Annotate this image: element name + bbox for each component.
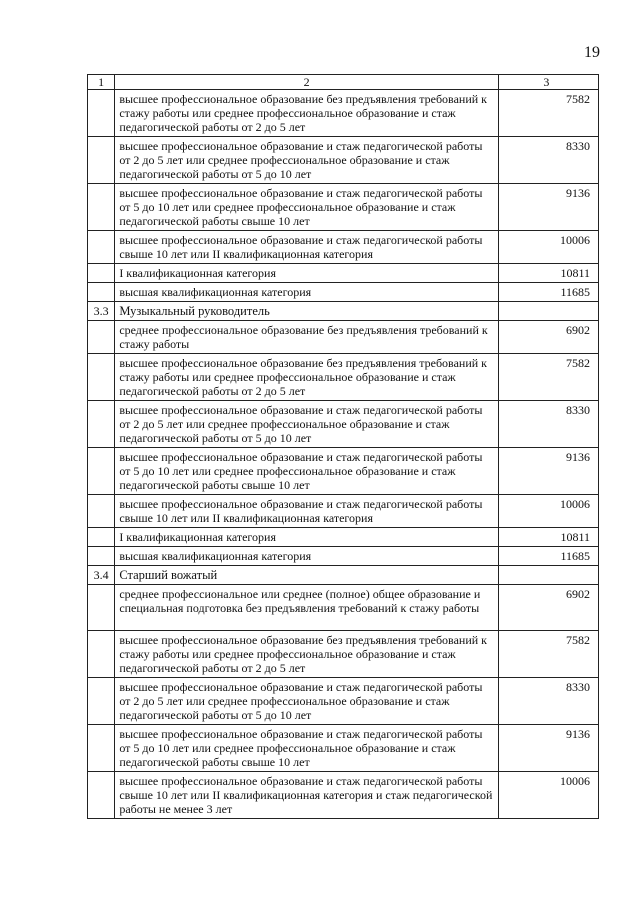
section-row (88, 566, 599, 585)
row-number (88, 401, 115, 448)
row-salary-value: 10811 (498, 528, 598, 547)
row-number (88, 547, 115, 566)
row-number (88, 184, 115, 231)
row-description: I квалификационная категория (115, 264, 499, 283)
row-salary-value (498, 566, 598, 585)
header-col-3: 3 (498, 75, 598, 90)
row-description: высшая квалификационная категория (115, 547, 499, 566)
table-row (88, 283, 599, 302)
table-row (88, 585, 599, 631)
table-row (88, 184, 599, 231)
row-number (88, 283, 115, 302)
row-description: высшее профессиональное образование без предъявления требований к стажу работы или среднее профессиональное образование и стаж педагогической работы от 2 до 5 лет (115, 90, 499, 137)
row-salary-value: 11685 (498, 283, 598, 302)
row-description: среднее профессиональное или среднее (полное) общее образование и специальная подготовка без предъявления требований к стажу работы (115, 585, 499, 631)
row-salary-value: 11685 (498, 547, 598, 566)
table-row (88, 631, 599, 678)
table-row (88, 137, 599, 184)
table-row (88, 448, 599, 495)
row-description: высшее профессиональное образование и стаж педагогической работы от 5 до 10 лет или среднее профессиональное образование и стаж педагогической работы свыше 10 лет (115, 725, 499, 772)
row-salary-value: 7582 (498, 354, 598, 401)
row-number (88, 528, 115, 547)
row-salary-value: 8330 (498, 401, 598, 448)
salary-table (87, 74, 599, 819)
row-salary-value: 9136 (498, 448, 598, 495)
row-number (88, 137, 115, 184)
page-number: 19 (584, 44, 600, 61)
row-description: высшее профессиональное образование и стаж педагогической работы свыше 10 лет или II квалификационная категория (115, 231, 499, 264)
row-salary-value: 10006 (498, 495, 598, 528)
row-number (88, 321, 115, 354)
row-description: высшее профессиональное образование и стаж педагогической работы свыше 10 лет или II квалификационная категория и стаж педагогической работы не менее 3 лет (115, 772, 499, 819)
row-number (88, 495, 115, 528)
row-salary-value: 6902 (498, 321, 598, 354)
row-number (88, 725, 115, 772)
row-salary-value: 7582 (498, 90, 598, 137)
row-description: высшая квалификационная категория (115, 283, 499, 302)
row-salary-value: 8330 (498, 678, 598, 725)
row-number: 3.3 (88, 302, 115, 321)
section-row (88, 302, 599, 321)
row-salary-value (498, 302, 598, 321)
row-number (88, 585, 115, 631)
table-row (88, 528, 599, 547)
row-salary-value: 10811 (498, 264, 598, 283)
table-row (88, 401, 599, 448)
table-row (88, 90, 599, 137)
row-description: высшее профессиональное образование без предъявления требований к стажу работы или среднее профессиональное образование и стаж педагогической работы от 2 до 5 лет (115, 631, 499, 678)
row-description: Музыкальный руководитель (115, 302, 499, 321)
row-salary-value: 9136 (498, 725, 598, 772)
row-number: 3.4 (88, 566, 115, 585)
row-salary-value: 9136 (498, 184, 598, 231)
row-number (88, 448, 115, 495)
row-salary-value: 10006 (498, 231, 598, 264)
row-number (88, 772, 115, 819)
row-salary-value: 7582 (498, 631, 598, 678)
row-description: высшее профессиональное образование без предъявления требований к стажу работы или среднее профессиональное образование и стаж педагогической работы от 2 до 5 лет (115, 354, 499, 401)
row-number (88, 354, 115, 401)
table-row (88, 725, 599, 772)
row-description: Старший вожатый (115, 566, 499, 585)
row-salary-value: 6902 (498, 585, 598, 631)
row-number (88, 231, 115, 264)
table-row (88, 678, 599, 725)
row-description: высшее профессиональное образование и стаж педагогической работы свыше 10 лет или II квалификационная категория (115, 495, 499, 528)
row-description: высшее профессиональное образование и стаж педагогической работы от 5 до 10 лет или среднее профессиональное образование и стаж педагогической работы свыше 10 лет (115, 184, 499, 231)
header-col-2: 2 (115, 75, 499, 90)
row-description: высшее профессиональное образование и стаж педагогической работы от 2 до 5 лет или среднее профессиональное образование и стаж педагогической работы от 5 до 10 лет (115, 137, 499, 184)
row-salary-value: 10006 (498, 772, 598, 819)
table-row (88, 231, 599, 264)
table-header-row (88, 75, 599, 90)
row-description: I квалификационная категория (115, 528, 499, 547)
row-description: высшее профессиональное образование и стаж педагогической работы от 2 до 5 лет или среднее профессиональное образование и стаж педагогической работы от 5 до 10 лет (115, 678, 499, 725)
table-row (88, 321, 599, 354)
row-description: высшее профессиональное образование и стаж педагогической работы от 2 до 5 лет или среднее профессиональное образование и стаж педагогической работы от 5 до 10 лет (115, 401, 499, 448)
header-col-1: 1 (88, 75, 115, 90)
table-row (88, 354, 599, 401)
row-description: среднее профессиональное образование без предъявления требований к стажу работы (115, 321, 499, 354)
row-number (88, 631, 115, 678)
table-row (88, 264, 599, 283)
row-number (88, 264, 115, 283)
table-row (88, 772, 599, 819)
table-row (88, 547, 599, 566)
row-description: высшее профессиональное образование и стаж педагогической работы от 5 до 10 лет или среднее профессиональное образование и стаж педагогической работы свыше 10 лет (115, 448, 499, 495)
table-row (88, 495, 599, 528)
row-number (88, 678, 115, 725)
row-salary-value: 8330 (498, 137, 598, 184)
row-number (88, 90, 115, 137)
